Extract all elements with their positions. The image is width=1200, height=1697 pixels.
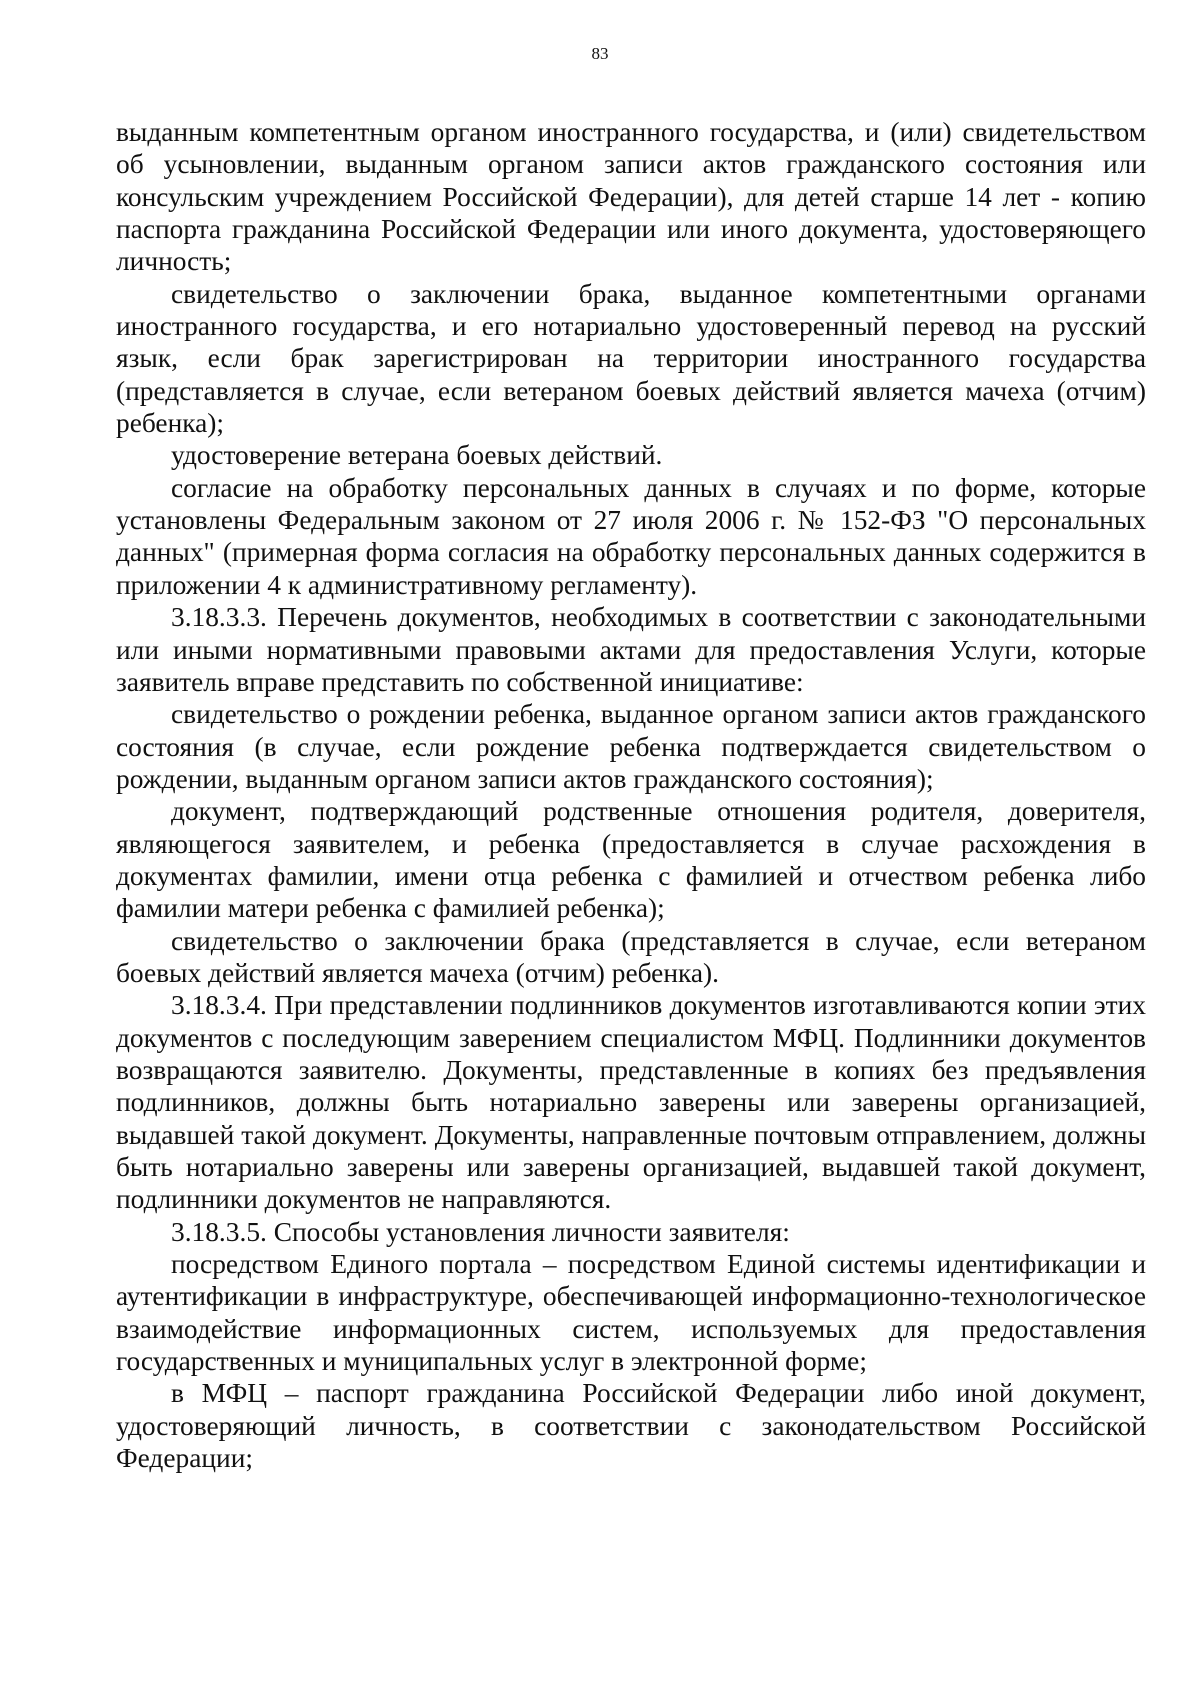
paragraph-7: документ, подтверждающий родственные отношения родителя, доверителя, являющегося заявителем, и ребенка (предоставляется в случае расхождения в документах фамилии, имени отца ребенка с фамилией и отчеством ребенка либо фамилии матери ребенка с фамилией ребенка); [116, 796, 1146, 924]
paragraph-10: 3.18.3.5. Способы установления личности заявителя: [171, 1216, 790, 1247]
paragraph-5: 3.18.3.3. Перечень документов, необходимых в соответствии с законодательными или иными нормативными правовыми актами для предоставления Услуги, которые заявитель вправе представить по собственной инициативе: [116, 602, 1146, 697]
paragraph-11: посредством Единого портала – посредством Единой системы идентификации и аутентификации в инфраструктуре, обеспечивающей информационно-технологическое взаимодействие информационных систем, используемых для предоставления государственных и муниципальных услуг в электронной форме; [116, 1249, 1146, 1377]
paragraph-3: удостоверение ветерана боевых действий. [171, 440, 663, 471]
paragraph-2: свидетельство о заключении брака, выданное компетентными органами иностранного государства, и его нотариально удостоверенный перевод на русский язык, если брак зарегистрирован на территории иностранного государства (представляется в случае, если ветераном боевых действий является мачеха (отчим) ребенка); [116, 278, 1146, 439]
paragraph-1: выданным компетентным органом иностранного государства, и (или) свидетельством об усыновлении, выданным органом записи актов гражданского состояния или консульским учреждением Российской Федерации), для детей старше 14 лет - копию паспорта гражданина Российской Федерации или иного документа, удостоверяющего личность; [116, 117, 1146, 277]
page-number: 83 [591, 44, 609, 63]
paragraph-12: в МФЦ – паспорт гражданина Российской Федерации либо иной документ, удостоверяющий личность, в соответствии с законодательством Российской Федерации; [116, 1378, 1146, 1474]
paragraph-4: согласие на обработку персональных данных в случаях и по форме, которые установлены Федеральным законом от 27 июля 2006 г. № 152-ФЗ "О персональных данных" (примерная форма согласия на обработку персональных данных содержится в приложении 4 к административному регламенту). [116, 472, 1146, 600]
document-body [116, 116, 1146, 1474]
paragraph-6: свидетельство о рождении ребенка, выданное органом записи актов гражданского состояния (в случае, если рождение ребенка подтверждается свидетельством о рождении, выданным органом записи актов гражданского состояния); [116, 699, 1146, 794]
paragraph-9: 3.18.3.4. При представлении подлинников документов изготавливаются копии этих документов с последующим заверением специалистом МФЦ. Подлинники документов возвращаются заявителю. Документы, представленные в копиях без предъявления подлинников, должны быть нотариально заверены или заверены организацией, выдавшей такой документ. Документы, направленные почтовым отправлением, должны быть нотариально заверены или заверены организацией, выдавшей такой документ, подлинники документов не направляются. [116, 990, 1146, 1215]
paragraph-8: свидетельство о заключении брака (представляется в случае, если ветераном боевых действий является мачеха (отчим) ребенка). [116, 925, 1146, 988]
